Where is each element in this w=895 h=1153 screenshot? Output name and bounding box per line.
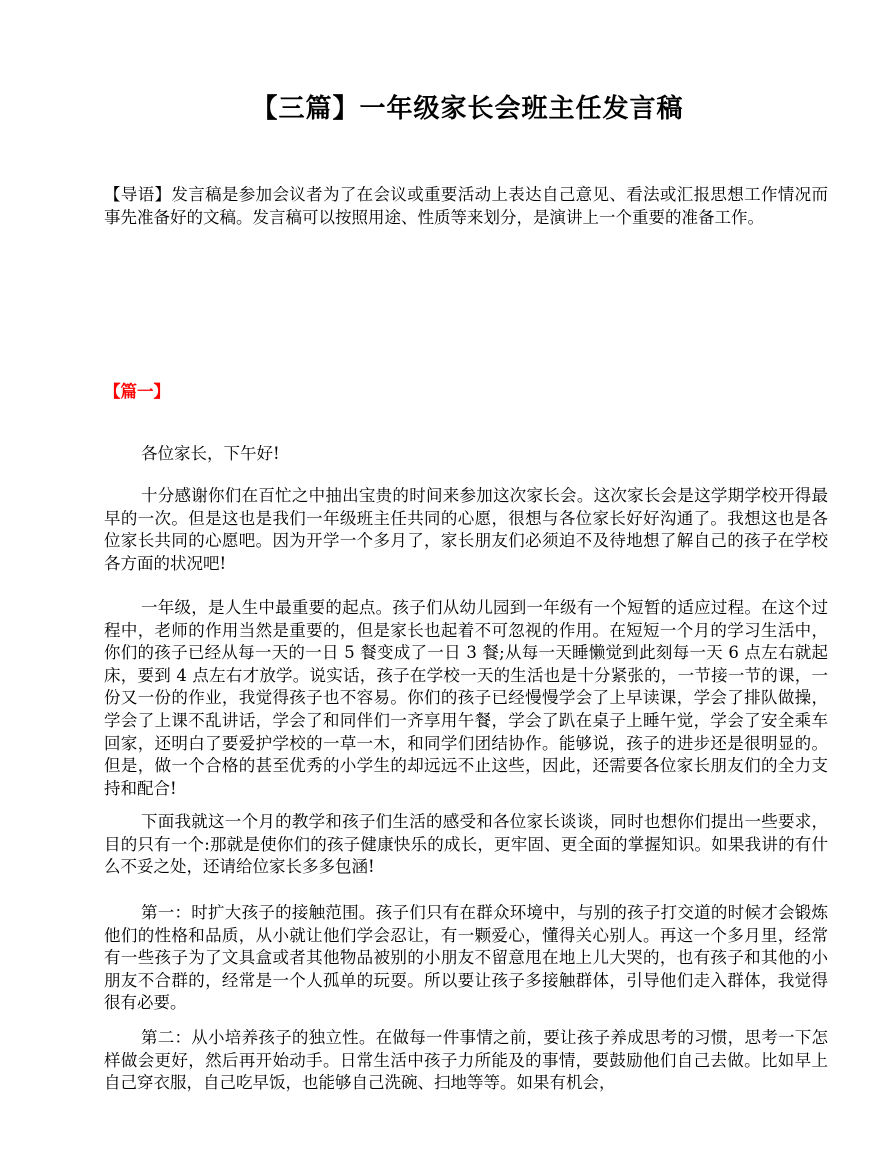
section-heading: 【篇一】 bbox=[104, 382, 170, 401]
greeting-paragraph: 各位家长，下午好! bbox=[141, 444, 280, 463]
body-paragraph: 第二：从小培养孩子的独立性。在做每一件事情之前，要让孩子养成思考的习惯，思考一下怎样做会更好，然后再开始动手。日常生活中孩子力所能及的事情，要鼓励他们自己去做。比如早上自己穿衣服，自己吃早饭，也能够自己洗碗、扫地等等。如果有机会， bbox=[104, 1028, 828, 1093]
body-paragraph: 一年级，是人生中最重要的起点。孩子们从幼儿园到一年级有一个短暂的适应过程。在这个过程中，老师的作用当然是重要的，但是家长也起着不可忽视的作用。在短短一个月的学习生活中，你们的孩子已经从每一天的一日 5 餐变成了一日 3 餐;从每一天睡懒觉到此刻每一天 6 点左右就起床，要到 4 点左右才放学。说实话，孩子在学校一天的生活也是十分紧张的，一节接一节的课，一份又一份的作业，我觉得孩子也不容易。你们的孩子已经慢慢学会了上早读课，学会了排队做操，学会了上课不乱讲话，学会了和同伴们一齐享用午餐，学会了趴在桌子上睡午觉，学会了安全乘车回家，还明白了要爱护学校的一草一木，和同学们团结协作。能够说，孩子的进步还是很明显的。但是，做一个合格的甚至优秀的小学生的却远远不止这些，因此，还需要各位家长朋友们的全力支持和配合! bbox=[104, 598, 828, 798]
body-paragraph: 第一：时扩大孩子的接触范围。孩子们只有在群众环境中，与别的孩子打交道的时候才会锻炼他们的性格和品质，从小就让他们学会忍让，有一颗爱心，懂得关心别人。再这一个多月里，经常有一些孩子为了文具盒或者其他物品被别的小朋友不留意甩在地上儿大哭的，也有孩子和其他的小朋友不合群的，经常是一个人孤单的玩耍。所以要让孩子多接触群体，引导他们走入群体，我觉得很有必要。 bbox=[104, 903, 828, 1013]
body-paragraph: 下面我就这一个月的教学和孩子们生活的感受和各位家长谈谈，同时也想你们提出一些要求，目的只有一个:那就是使你们的孩子健康快乐的成长，更牢固、更全面的掌握知识。如果我讲的有什么不妥之处，还请给位家长多多包涵! bbox=[104, 812, 828, 877]
document-title: 【三篇】一年级家长会班主任发言稿 bbox=[251, 94, 684, 124]
intro-paragraph: 【导语】发言稿是参加会议者为了在会议或重要活动上表达自己意见、看法或汇报思想工作情况而事先准备好的文稿。发言稿可以按照用途、性质等来划分，是演讲上一个重要的准备工作。 bbox=[104, 185, 828, 227]
body-paragraph: 十分感谢你们在百忙之中抽出宝贵的时间来参加这次家长会。这次家长会是这学期学校开得最早的一次。但是这也是我们一年级班主任共同的心愿，很想与各位家长好好沟通了。我想这也是各位家长共同的心愿吧。因为开学一个多月了，家长朋友们必须迫不及待地想了解自己的孩子在学校各方面的状况吧! bbox=[104, 486, 828, 573]
